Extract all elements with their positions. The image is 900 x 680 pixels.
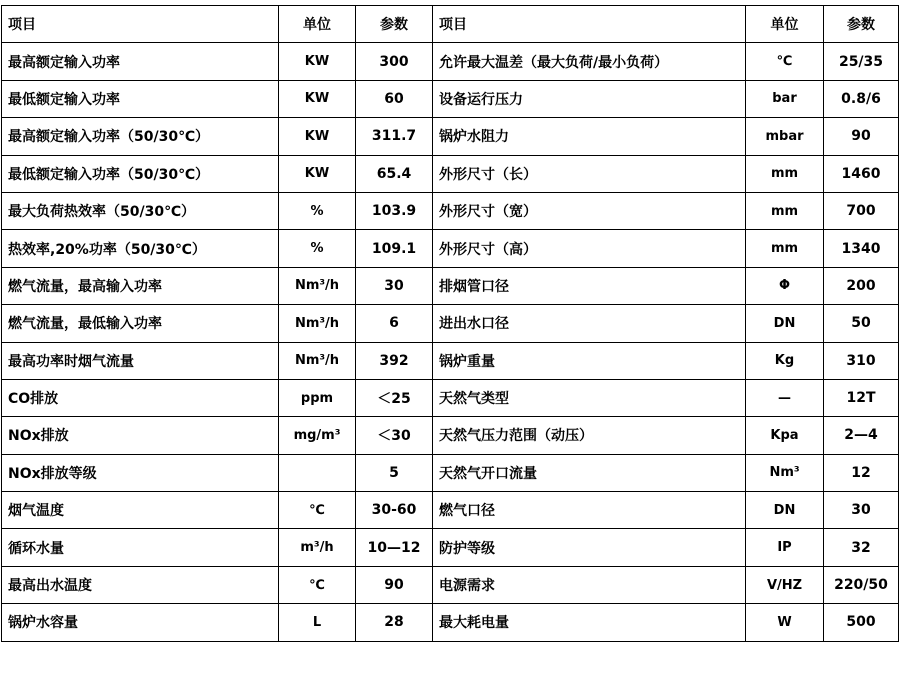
spec-value-cell: 311.7 [356,118,433,155]
spec-value-cell: 25/35 [824,43,899,80]
spec-item-cell: 电源需求 [433,566,746,603]
spec-item-cell: 外形尺寸（宽） [433,192,746,229]
spec-value-cell: 6 [356,305,433,342]
spec-item-cell: 热效率,20%功率（50/30℃） [2,230,279,267]
spec-item-cell: 允许最大温差（最大负荷/最小负荷） [433,43,746,80]
spec-item-cell: 锅炉水容量 [2,604,279,641]
spec-unit-cell: KW [279,43,356,80]
spec-unit-cell: Kg [746,342,824,379]
spec-value-cell: 1460 [824,155,899,192]
spec-unit-cell: Nm³/h [279,267,356,304]
spec-value-cell: 1340 [824,230,899,267]
table-row [2,492,899,529]
spec-unit-cell: % [279,192,356,229]
spec-unit-cell: mm [746,230,824,267]
spec-unit-cell: L [279,604,356,641]
spec-item-cell: 燃气流量，最低输入功率 [2,305,279,342]
table-row [2,454,899,491]
spec-item-cell: 最高出水温度 [2,566,279,603]
spec-unit-cell: ℃ [746,43,824,80]
header-item-left: 项目 [2,6,279,43]
spec-item-cell: 最低额定输入功率 [2,80,279,117]
spec-item-cell: 最大负荷热效率（50/30℃） [2,192,279,229]
spec-unit-cell: V/HZ [746,566,824,603]
spec-value-cell: 109.1 [356,230,433,267]
spec-value-cell: 103.9 [356,192,433,229]
spec-item-cell: 外形尺寸（长） [433,155,746,192]
spec-value-cell: 5 [356,454,433,491]
spec-value-cell: 65.4 [356,155,433,192]
spec-item-cell: 排烟管口径 [433,267,746,304]
spec-unit-cell: KW [279,80,356,117]
spec-value-cell: 30 [824,492,899,529]
table-row [2,230,899,267]
spec-unit-cell: Nm³ [746,454,824,491]
table-row [2,192,899,229]
spec-unit-cell: m³/h [279,529,356,566]
spec-unit-cell: DN [746,492,824,529]
spec-item-cell: 最大耗电量 [433,604,746,641]
spec-value-cell: 90 [824,118,899,155]
spec-unit-cell: ℃ [279,492,356,529]
spec-value-cell: 90 [356,566,433,603]
spec-value-cell: 30 [356,267,433,304]
spec-value-cell: 200 [824,267,899,304]
spec-unit-cell: W [746,604,824,641]
spec-unit-cell: mm [746,155,824,192]
spec-unit-cell: Kpa [746,417,824,454]
spec-table [1,5,899,642]
spec-value-cell: 220/50 [824,566,899,603]
spec-unit-cell: IP [746,529,824,566]
spec-item-cell: NOx排放等级 [2,454,279,491]
spec-item-cell: 最高额定输入功率（50/30℃） [2,118,279,155]
spec-value-cell: 28 [356,604,433,641]
header-item-right: 项目 [433,6,746,43]
header-unit-left: 单位 [279,6,356,43]
spec-item-cell: 天然气压力范围（动压） [433,417,746,454]
spec-value-cell: 310 [824,342,899,379]
table-row [2,267,899,304]
spec-value-cell: 12T [824,379,899,416]
spec-value-cell: 60 [356,80,433,117]
spec-item-cell: 锅炉重量 [433,342,746,379]
spec-item-cell: 燃气流量，最高输入功率 [2,267,279,304]
header-unit-right: 单位 [746,6,824,43]
table-row [2,43,899,80]
table-row [2,118,899,155]
spec-item-cell: 天然气开口流量 [433,454,746,491]
spec-value-cell: 392 [356,342,433,379]
spec-value-cell: 2—4 [824,417,899,454]
spec-value-cell: 10—12 [356,529,433,566]
header-param-right: 参数 [824,6,899,43]
spec-unit-cell: — [746,379,824,416]
spec-unit-cell: KW [279,118,356,155]
header-param-left: 参数 [356,6,433,43]
table-row [2,155,899,192]
spec-unit-cell [279,454,356,491]
spec-item-cell: 天然气类型 [433,379,746,416]
table-row [2,529,899,566]
spec-item-cell: 最高额定输入功率 [2,43,279,80]
spec-unit-cell: mbar [746,118,824,155]
table-row [2,305,899,342]
spec-unit-cell: mm [746,192,824,229]
spec-value-cell: 30-60 [356,492,433,529]
spec-value-cell: 300 [356,43,433,80]
spec-value-cell: 12 [824,454,899,491]
table-row [2,342,899,379]
spec-unit-cell: Φ [746,267,824,304]
header-row [2,6,899,43]
spec-value-cell: 0.8/6 [824,80,899,117]
spec-unit-cell: ppm [279,379,356,416]
table-row [2,566,899,603]
spec-item-cell: NOx排放 [2,417,279,454]
spec-unit-cell: DN [746,305,824,342]
spec-item-cell: 循环水量 [2,529,279,566]
table-row [2,80,899,117]
spec-unit-cell: bar [746,80,824,117]
spec-item-cell: 设备运行压力 [433,80,746,117]
spec-item-cell: 最高功率时烟气流量 [2,342,279,379]
spec-item-cell: 最低额定输入功率（50/30℃） [2,155,279,192]
table-row [2,604,899,641]
spec-value-cell: ＜25 [356,379,433,416]
spec-value-cell: 50 [824,305,899,342]
table-row [2,417,899,454]
spec-value-cell: 500 [824,604,899,641]
spec-unit-cell: Nm³/h [279,305,356,342]
spec-unit-cell: % [279,230,356,267]
spec-value-cell: 700 [824,192,899,229]
spec-item-cell: 进出水口径 [433,305,746,342]
spec-item-cell: 烟气温度 [2,492,279,529]
spec-unit-cell: ℃ [279,566,356,603]
spec-value-cell: 32 [824,529,899,566]
spec-item-cell: 燃气口径 [433,492,746,529]
spec-unit-cell: Nm³/h [279,342,356,379]
spec-item-cell: 防护等级 [433,529,746,566]
spec-item-cell: 锅炉水阻力 [433,118,746,155]
table-row [2,379,899,416]
spec-value-cell: ＜30 [356,417,433,454]
spec-item-cell: CO排放 [2,379,279,416]
spec-item-cell: 外形尺寸（高） [433,230,746,267]
spec-unit-cell: mg/m³ [279,417,356,454]
spec-unit-cell: KW [279,155,356,192]
